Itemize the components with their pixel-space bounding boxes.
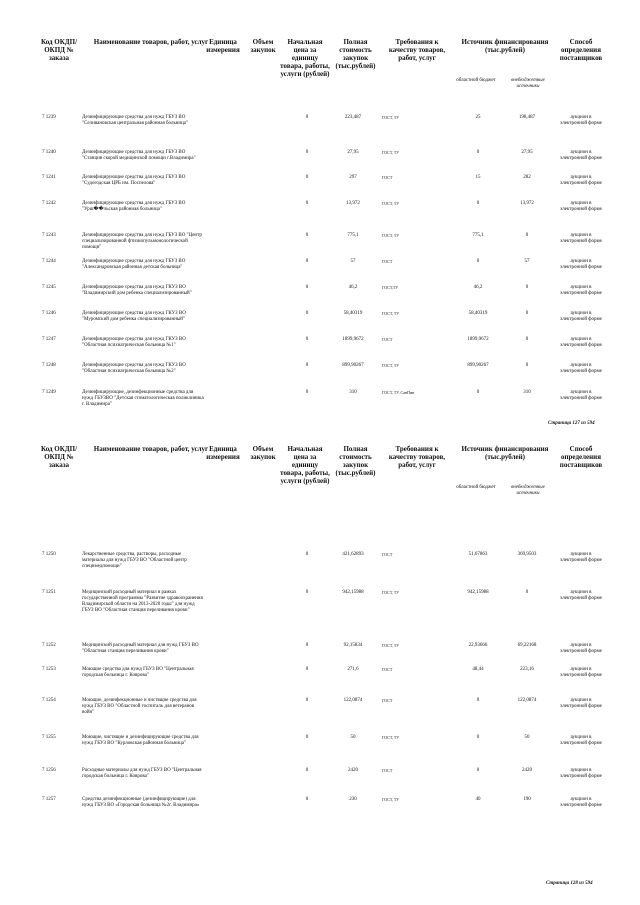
header-full-cost: Полная стоимость закупок (тыс.рублей) — [335, 445, 376, 477]
row-extrabudget: 310 — [523, 390, 531, 395]
row-full-cost: 57 — [350, 259, 356, 264]
row-name: Дезинфицирующие средства для нужд ГКУЗ ВО "Областная психиатрическая больница №2" — [82, 363, 186, 374]
row-name: Дезинфицирующие средства для нужд ГКУЗ ВО "Муромский дом ребенка специализированный" — [82, 311, 186, 322]
row-requirements: ГОСТ, ТУ — [382, 150, 400, 155]
row-requirements: ГОСТ, ТУ — [382, 797, 400, 802]
row-regional-budget: 25 — [475, 115, 481, 120]
row-name: Дезинфицирующие средства для нужд ГБУЗ ВО "Урш��льская районная больница" — [82, 201, 186, 212]
row-method: аукцион в электронной форме — [560, 590, 602, 601]
row-regional-budget: 40 — [475, 797, 481, 802]
row-extrabudget: 57 — [524, 259, 530, 264]
page-number: Страница 128 из 594 — [546, 881, 593, 886]
row-method: аукцион в электронной форме — [560, 363, 602, 374]
row-full-cost: 122,0874 — [343, 698, 363, 703]
row-extrabudget: 50 — [524, 735, 530, 740]
row-unit-price: 0 — [305, 201, 309, 206]
row-extrabudget: 198,487 — [518, 115, 536, 120]
row-unit-price: 0 — [305, 735, 309, 740]
header-volume: Объем закупок — [250, 445, 276, 461]
row-code: 7 1249 — [42, 390, 56, 395]
row-unit-price: 0 — [305, 259, 309, 264]
row-full-cost: 421,62893 — [342, 552, 364, 557]
row-unit-price: 0 — [305, 552, 309, 557]
row-requirements: ГОСТ, ТУ — [382, 233, 400, 238]
row-code: 7 1251 — [42, 590, 56, 595]
row-requirements: ГОСТ — [382, 698, 393, 703]
row-requirements: ГОСТ — [382, 667, 393, 672]
row-unit-price: 0 — [305, 698, 309, 703]
row-unit-price: 0 — [305, 390, 309, 395]
row-requirements: ГОСТ, ТУ — [382, 590, 400, 595]
row-full-cost: 775,1 — [347, 233, 359, 238]
row-requirements: ГОСТ, ТУ — [382, 735, 400, 740]
row-extrabudget: 2420 — [522, 768, 532, 773]
row-name: Моющие, дезинфекционные и чистящие средства для нужд ГБУЗ ВО "Областной госпиталь для ветеранов войн" — [82, 698, 197, 715]
row-name: Дезинфицирующие средства для нужд ГБУЗ ВО "Судогодская ЦРБ им. Поспелова" — [82, 175, 186, 186]
row-name: Дезинфицирующие, дезинфекционные средства для нужд ГБУЗВО "Детская стоматологическая поликлиника г. Владимира" — [82, 390, 204, 407]
row-method: аукцион в электронной форме — [560, 667, 602, 678]
header-extrabudget: внебюджетные источники — [511, 485, 545, 496]
row-requirements: ГОСТ — [382, 768, 393, 773]
row-code: 7 1244 — [42, 259, 56, 264]
row-extrabudget: 69,22168 — [517, 643, 537, 648]
row-requirements: ГОСТ, ТУ — [382, 311, 400, 316]
row-method: аукцион в электронной форме — [560, 233, 602, 244]
header-full-cost: Полная стоимость закупок (тыс.рублей) — [335, 38, 376, 70]
header-unit: Единица измерения — [206, 445, 240, 461]
row-regional-budget: 0 — [476, 201, 480, 206]
row-regional-budget: 0 — [476, 698, 480, 703]
row-code: 7 1246 — [42, 311, 56, 316]
row-method: аукцион в электронной форме — [560, 390, 602, 401]
row-method: аукцион в электронной форме — [560, 643, 602, 654]
row-code: 7 1239 — [42, 115, 56, 120]
row-code: 7 1257 — [42, 797, 56, 802]
row-name: Средства дезинфекционные (дезинфицирующие) для нужд ГБУЗ ВО «Городская больница №2г. Владимира» — [82, 797, 200, 808]
row-extrabudget: 190 — [523, 797, 531, 802]
row-unit-price: 0 — [305, 643, 309, 648]
header-price: Начальная цена за единицу товара, работы, услуги (рублей) — [280, 38, 330, 78]
row-code: 7 1248 — [42, 363, 56, 368]
header-source: Источник финансирования (тыс.рублей) — [461, 445, 549, 461]
row-name: Дезинфицирующие средства для нужд ГБУЗ ВО "Центр специализированной фтизиопульмонологической помощи" — [82, 233, 202, 250]
row-extrabudget: 0 — [525, 233, 529, 238]
row-unit-price: 0 — [305, 311, 309, 316]
header-name: Наименование товаров, работ, услуг — [93, 445, 209, 453]
header-source: Источник финансирования (тыс.рублей) — [461, 38, 549, 54]
row-name: Медицинский расходный материал для нужд ГБУЗ ВО "Областная станция переливания крови" — [82, 643, 199, 654]
row-requirements: ГОСТ, ТУ, СанПин — [382, 390, 415, 395]
row-name: Расходные материалы для нужд ГБУЗ ВО "Центральная городская больница г. Коврова" — [82, 768, 202, 779]
row-code: 7 1256 — [42, 768, 56, 773]
header-method: Способ определения поставщиков — [559, 38, 603, 62]
row-unit-price: 0 — [305, 115, 309, 120]
row-full-cost: 223,487 — [344, 115, 362, 120]
row-name: Дезинфицирующие средства для нужд ГБУЗ ВО "Селивановская центральная районная больница" — [82, 115, 189, 126]
header-regional: областной бюджет — [456, 78, 496, 83]
row-regional-budget: 0 — [476, 768, 480, 773]
row-regional-budget: 46,2 — [473, 285, 483, 290]
row-extrabudget: 0 — [525, 285, 529, 290]
row-full-cost: 50 — [350, 735, 356, 740]
row-extrabudget: 223,16 — [520, 667, 534, 672]
row-requirements: ГОСТ, ТУ — [382, 201, 400, 206]
row-requirements: ГОСТ, ТУ — [382, 363, 400, 368]
row-requirements: ГОСТ — [382, 259, 393, 264]
row-unit-price: 0 — [305, 150, 309, 155]
row-code: 7 1252 — [42, 643, 56, 648]
row-regional-budget: 0 — [476, 259, 480, 264]
row-name: Дезинфицирующие средства для нужд ГКУЗ ВО "Областная психиатрическая больница №1" — [82, 337, 186, 348]
row-method: аукцион в электронной форме — [560, 698, 602, 709]
row-full-cost: 27,95 — [347, 150, 359, 155]
row-regional-budget: 22,93666 — [468, 643, 488, 648]
row-name: Лекарственные средства, растворы, расходные материалы для нужд ГБУЗ ВО "Областной центр специмедпомощи" — [82, 552, 187, 569]
header-price: Начальная цена за единицу товара, работы, услуги (рублей) — [280, 445, 330, 485]
row-method: аукцион в электронной форме — [560, 259, 602, 270]
row-regional-budget: 0 — [476, 735, 480, 740]
row-full-cost: 1899,9672 — [342, 337, 364, 342]
row-extrabudget: 122,0874 — [517, 698, 537, 703]
row-regional-budget: 48,44 — [472, 667, 484, 672]
row-full-cost: 230 — [349, 797, 357, 802]
row-requirements: ГОСТ, ТУ — [382, 115, 400, 120]
row-extrabudget: 0 — [525, 337, 529, 342]
header-method: Способ определения поставщиков — [559, 445, 603, 469]
row-code: 7 1255 — [42, 735, 56, 740]
header-requirements: Требования к качеству товаров, работ, услуг — [388, 445, 446, 469]
row-regional-budget: 942,15988 — [467, 590, 489, 595]
row-name: Дезинфицирующие средства для нужд ГБУЗ ВО "Александровская районная детская больница" — [82, 259, 186, 270]
row-method: аукцион в электронной форме — [560, 797, 602, 808]
row-method: аукцион в электронной форме — [560, 115, 602, 126]
table-header — [40, 445, 603, 523]
header-code: Код ОКДП/ ОКПД № заказа — [40, 38, 78, 62]
row-name: Моющие, чистящие и дезинфицирующие средства для нужд ГБУЗ ВО "Курловская районная больница" — [82, 735, 199, 746]
row-name: Дезинфицирующие средства для нужд ГКУЗ ВО "Владимирский дом ребенка специализированный" — [82, 285, 192, 296]
row-code: 7 1245 — [42, 285, 56, 290]
row-code: 7 1254 — [42, 698, 56, 703]
row-extrabudget: 0 — [525, 590, 529, 595]
row-unit-price: 0 — [305, 337, 309, 342]
row-unit-price: 0 — [305, 285, 309, 290]
row-extrabudget: 369,9503 — [517, 552, 537, 557]
row-full-cost: 58,40319 — [343, 311, 363, 316]
row-extrabudget: 0 — [525, 311, 529, 316]
row-unit-price: 0 — [305, 590, 309, 595]
row-method: аукцион в электронной форме — [560, 735, 602, 746]
row-code: 7 1253 — [42, 667, 56, 672]
row-full-cost: 271,6 — [347, 667, 359, 672]
row-method: аукцион в электронной форме — [560, 552, 602, 563]
row-code: 7 1243 — [42, 233, 56, 238]
row-full-cost: 13,972 — [346, 201, 360, 206]
row-regional-budget: 15 — [475, 175, 481, 180]
row-requirements: ГОСТ — [382, 337, 393, 342]
row-regional-budget: 51,67863 — [468, 552, 488, 557]
row-full-cost: 899,90267 — [342, 363, 364, 368]
row-unit-price: 0 — [305, 363, 309, 368]
row-requirements: ГОСТ — [382, 552, 393, 557]
row-regional-budget: 58,40319 — [468, 311, 488, 316]
header-name: Наименование товаров, работ, услуг — [93, 38, 209, 46]
row-regional-budget: 775,1 — [472, 233, 484, 238]
header-code: Код ОКДП/ ОКПД № заказа — [40, 445, 78, 469]
row-code: 7 1241 — [42, 175, 56, 180]
row-regional-budget: 899,90267 — [467, 363, 489, 368]
row-method: аукцион в электронной форме — [560, 768, 602, 779]
row-name: Медицинский расходный материал в рамках государственной программы "Развитие здравоохранения Владимирской области на 2013-2020 годы" для нужд ГБУЗ ВО "Областная станция переливания крови" — [82, 590, 203, 613]
header-unit: Единица измерения — [206, 38, 240, 54]
row-extrabudget: 0 — [525, 363, 529, 368]
row-full-cost: 46,2 — [348, 285, 358, 290]
row-unit-price: 0 — [305, 175, 309, 180]
row-regional-budget: 0 — [476, 390, 480, 395]
row-code: 7 1240 — [42, 150, 56, 155]
row-method: аукцион в электронной форме — [560, 150, 602, 161]
row-full-cost: 942,15988 — [342, 590, 364, 595]
row-code: 7 1247 — [42, 337, 56, 342]
row-name: Дезинфицирующие средства для нужд ГБУЗ ВО "Станция скорой медицинской помощи г.Владимира" — [82, 150, 196, 161]
header-volume: Объем закупок — [250, 38, 276, 54]
row-unit-price: 0 — [305, 667, 309, 672]
row-full-cost: 2420 — [348, 768, 358, 773]
row-unit-price: 0 — [305, 797, 309, 802]
header-extrabudget: внебюджетные источники — [511, 78, 545, 89]
row-extrabudget: 27,95 — [521, 150, 533, 155]
row-full-cost: 92,15834 — [343, 643, 363, 648]
row-code: 7 1250 — [42, 552, 56, 557]
row-extrabudget: 282 — [523, 175, 531, 180]
header-requirements: Требования к качеству товаров, работ, услуг — [388, 38, 446, 62]
row-requirements: ГОСТ,ТУ — [382, 285, 399, 290]
row-regional-budget: 0 — [476, 150, 480, 155]
row-unit-price: 0 — [305, 768, 309, 773]
row-full-cost: 297 — [349, 175, 357, 180]
row-unit-price: 0 — [305, 233, 309, 238]
row-method: аукцион в электронной форме — [560, 175, 602, 186]
row-method: аукцион в электронной форме — [560, 285, 602, 296]
row-requirements: ГОСТ, ТУ — [382, 643, 400, 648]
row-method: аукцион в электронной форме — [560, 337, 602, 348]
row-requirements: ГОСТ — [382, 175, 393, 180]
row-extrabudget: 13,972 — [520, 201, 534, 206]
row-name: Моющие средства для нужд ГБУЗ ВО "Центральная городская больница г. Коврова" — [82, 667, 194, 678]
table-header — [40, 38, 603, 116]
page-number: Страница 127 из 594 — [548, 421, 595, 426]
header-regional: областной бюджет — [456, 485, 496, 490]
row-method: аукцион в электронной форме — [560, 201, 602, 212]
row-code: 7 1242 — [42, 201, 56, 206]
row-full-cost: 310 — [349, 390, 357, 395]
row-method: аукцион в электронной форме — [560, 311, 602, 322]
row-regional-budget: 1899,9672 — [467, 337, 489, 342]
